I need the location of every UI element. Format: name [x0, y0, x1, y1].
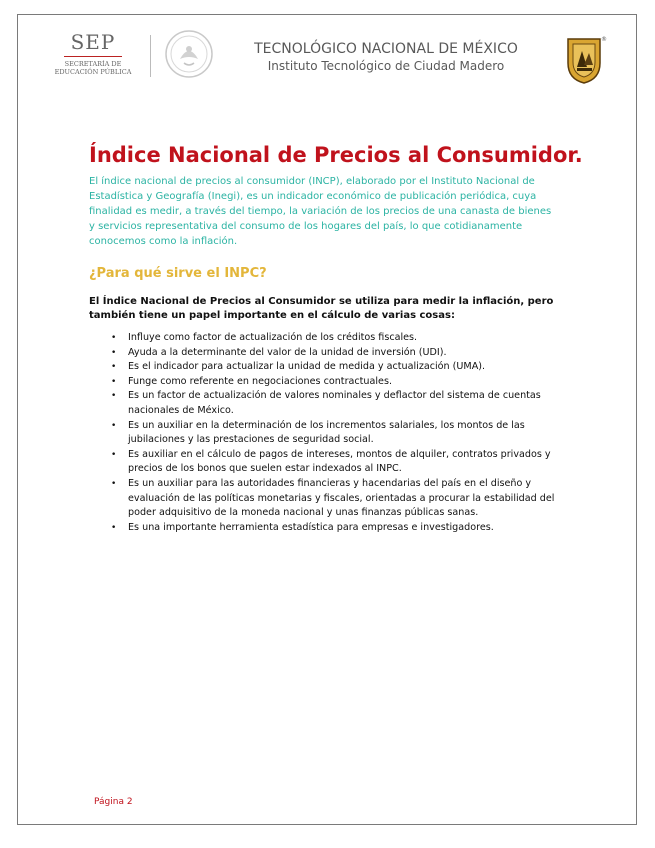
header-divider	[150, 35, 151, 77]
list-item	[89, 477, 569, 521]
list-item-text: Es el indicador para actualizar la unidad de medida y actualización (UMA).	[128, 361, 486, 373]
institution-name-line-2: Instituto Tecnológico de Ciudad Madero	[267, 59, 505, 73]
list-item	[89, 360, 569, 375]
list-item-text: Es un auxiliar para las autoridades financieras y hacendarias del país en el diseño y evaluación de las políticas monetarias y fiscales, orientadas a procurar la estabilidad del poder adquisitivo de la moneda nacional y unas finanzas públicas sanas.	[128, 477, 555, 519]
list-item-text: Es un factor de actualización de valores nominales y deflactor del sistema de cuentas nacionales de México.	[128, 390, 541, 416]
intro-paragraph: El índice nacional de precios al consumidor (INCP), elaborado por el Instituto Nacional de Estadística y Geografía (Inegi), es un indicador económico de publicación periódica, cuya finalidad es medir, a través del tiempo, la variación de los precios de una canasta de bienes y servicios representativa del consumo de los hogares del país, lo que cotidianamente conocemos como la inflación.	[89, 176, 552, 247]
institution-name-line-1: TECNOLÓGICO NACIONAL DE MÉXICO	[254, 41, 518, 57]
bullet-icon: •	[111, 522, 117, 533]
page-header	[18, 15, 636, 105]
section-heading: ¿Para qué sirve el INPC?	[89, 266, 267, 281]
bullet-icon: •	[111, 391, 117, 402]
list-item	[89, 521, 569, 536]
sep-logo-divider	[64, 56, 122, 57]
list-item-text: Es una importante herramienta estadística para empresas e investigadores.	[128, 521, 494, 533]
bullet-icon: •	[111, 420, 117, 431]
list-item	[89, 375, 569, 390]
list-item-text: Es un auxiliar en la determinación de los incrementos salariales, los montos de las jubilaciones y las prestaciones de seguridad social.	[128, 419, 525, 446]
registered-mark: ®	[601, 36, 607, 43]
bullet-icon: •	[111, 333, 117, 343]
sep-logo-title: SEP	[70, 30, 116, 54]
list-item-text: Ayuda a la determinante del valor de la unidad de inversión (UDI).	[128, 346, 447, 358]
list-item	[89, 346, 569, 361]
page-title: Índice Nacional de Precios al Consumidor.	[89, 143, 583, 167]
document-page	[17, 14, 637, 825]
lead-paragraph: El Índice Nacional de Precios al Consumidor se utiliza para medir la inflación, pero también tiene un papel importante en el cálculo de varias cosas:	[89, 296, 554, 321]
list-item-text: Es auxiliar en el cálculo de pagos de intereses, montos de alquiler, contratos privados y precios de los bonos que suelen estar indexados al INPC.	[128, 448, 551, 475]
bullet-list	[89, 331, 569, 535]
sep-logo	[48, 31, 138, 76]
sep-logo-subtitle-2: EDUCACIÓN PÚBLICA	[54, 68, 132, 76]
bullet-icon: •	[111, 478, 117, 489]
list-item	[89, 448, 569, 477]
list-item	[89, 331, 569, 346]
national-seal-icon	[164, 29, 214, 79]
institution-name	[236, 41, 536, 74]
bullet-icon: •	[111, 347, 117, 358]
sep-logo-subtitle-1: SECRETARÍA DE	[64, 60, 122, 68]
bullet-icon: •	[111, 362, 117, 373]
list-item	[89, 389, 569, 418]
itcm-crest-icon	[565, 35, 607, 85]
list-item	[89, 419, 569, 448]
bullet-icon: •	[111, 376, 117, 387]
bullet-icon: •	[111, 449, 117, 460]
list-item-text: Funge como referente en negociaciones contractuales.	[128, 375, 393, 387]
page-number: Página 2	[94, 797, 133, 807]
list-item-text: Influye como factor de actualización de los créditos fiscales.	[128, 332, 418, 343]
